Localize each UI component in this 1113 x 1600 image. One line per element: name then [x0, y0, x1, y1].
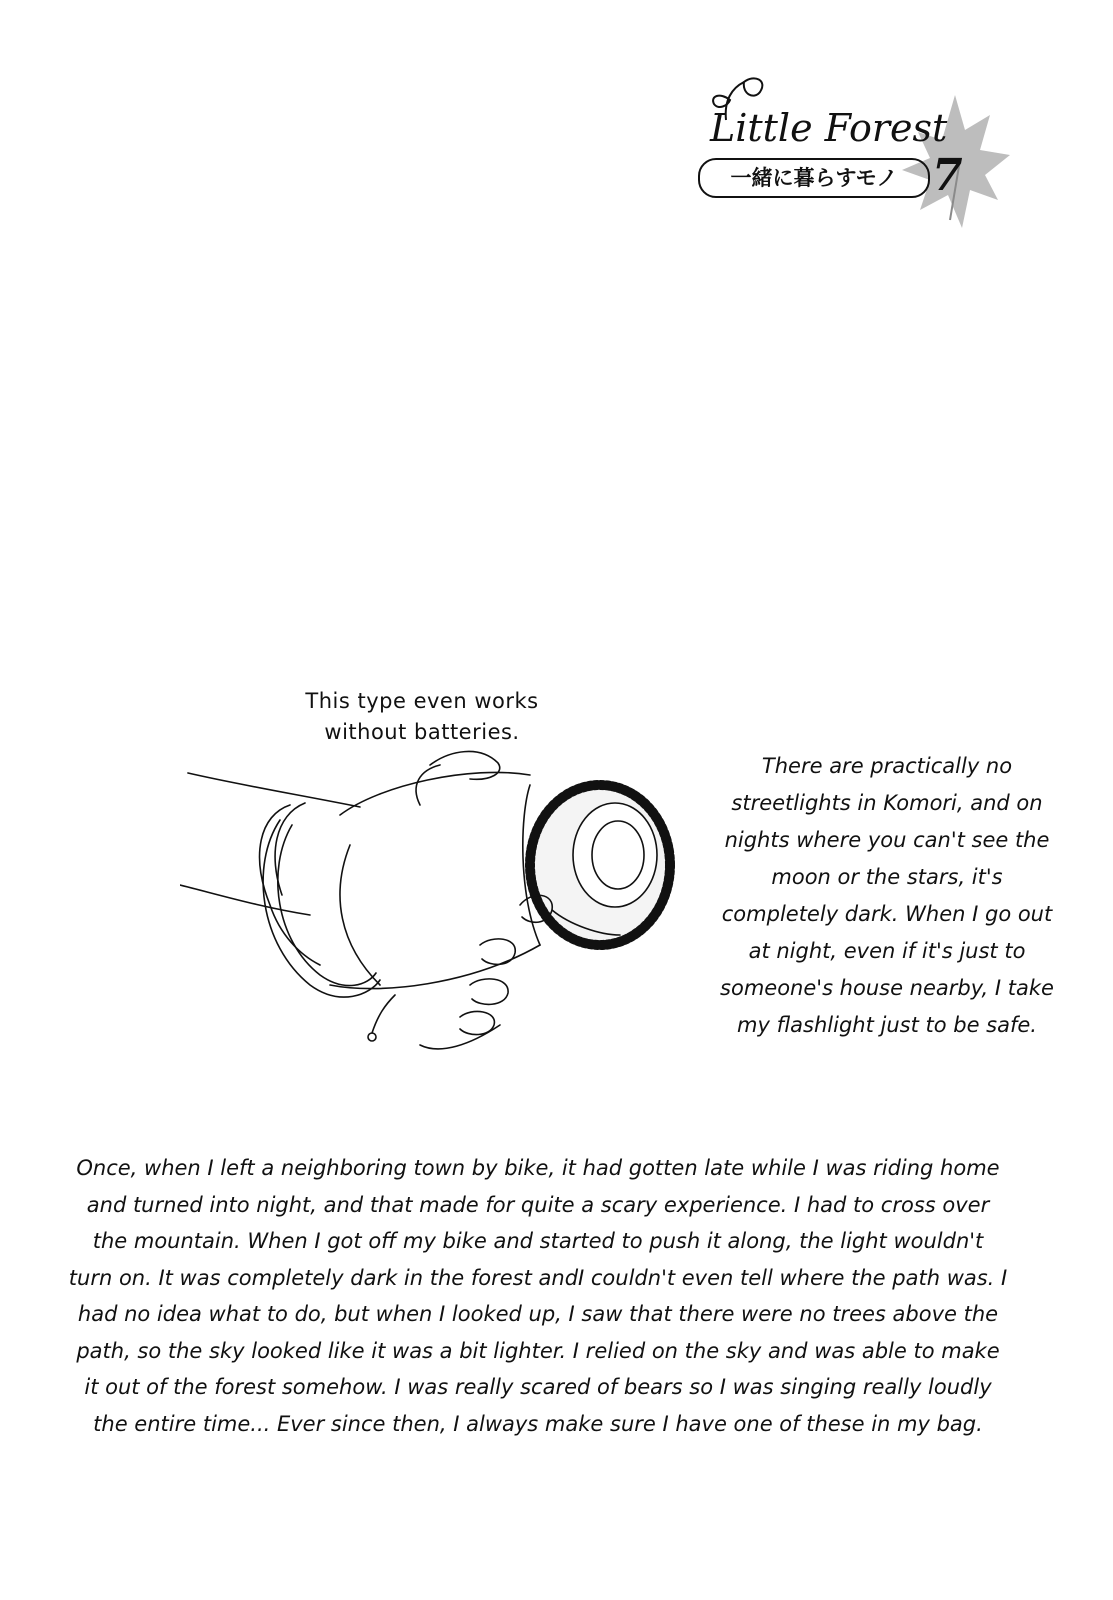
logo-title: Little Forest [710, 106, 948, 150]
hand-holding-flashlight-icon [180, 745, 720, 1065]
series-logo [680, 70, 1020, 240]
body-paragraph: Once, when I left a neighboring town by bike, it had gotten late while I was riding home and turned into night, and that made for quite a scary experience. I had to cross over the mountain. When I got off my bike and started to push it along, the light wouldn't turn on. It was completely dark in the forest andI couldn't even tell where the path was. I had no idea what to do, but when I looked up, I saw that there were no trees above the path, so the sky looked like it was a bit lighter. I relied on the sky and was able to make it out of the forest somehow. I was really scared of bears so I was singing really loudly the entire time... Ever since then, I always make sure I have one of these in my bag. [68, 1156, 1008, 1436]
maple-leaf-icon [680, 70, 1020, 240]
logo-subtitle: 一緒に暮らすモノ [698, 158, 930, 198]
volume-number: 7 [932, 150, 963, 201]
illustration-caption: This type even works without batteries. [305, 689, 539, 744]
side-note: There are practically no streetlights in Komori, and on nights where you can't see the moon or the stars, it's completely dark. When I go out at night, even if it's just to someone's house nearby, I take my flashlight just to be safe. [720, 754, 1054, 1037]
